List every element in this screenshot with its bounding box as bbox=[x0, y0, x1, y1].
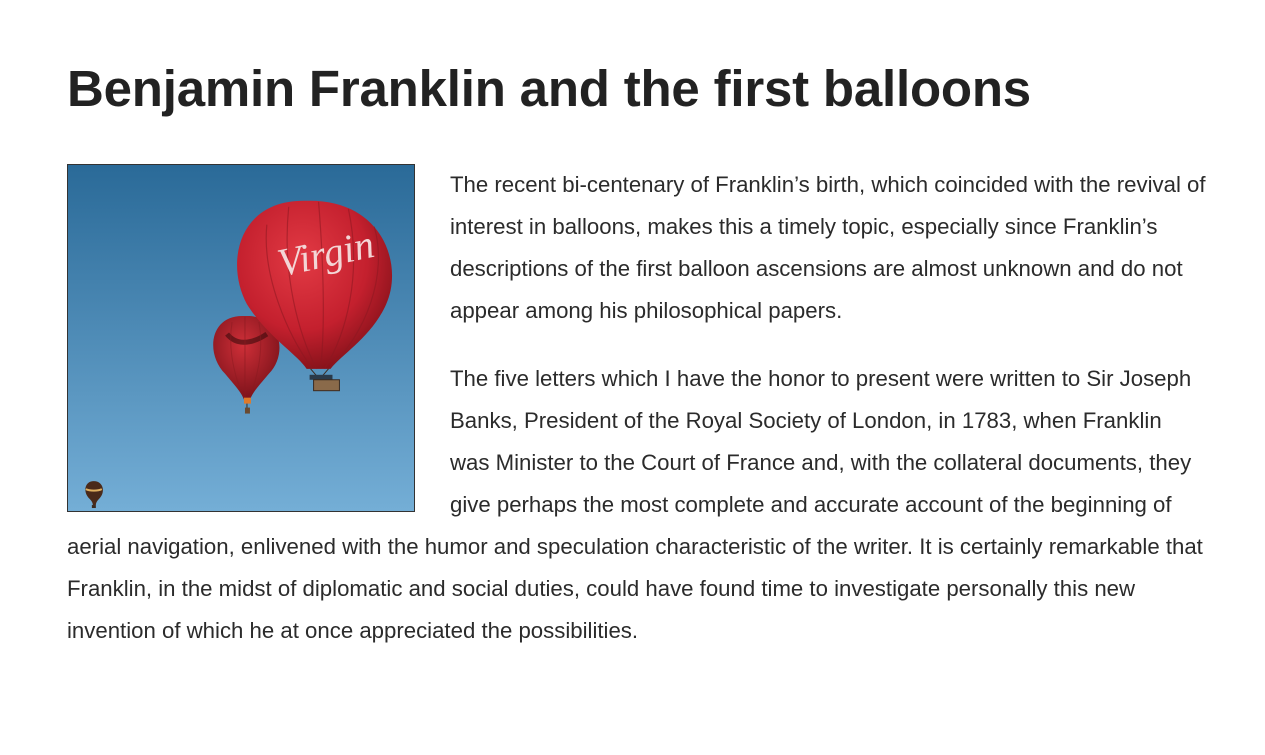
article-body bbox=[67, 164, 1207, 652]
balloon-photo-svg bbox=[68, 165, 414, 511]
article bbox=[67, 0, 1207, 652]
paragraph-2: The five letters which I have the honor to present were written to Sir Joseph Banks, President of the Royal Society of London, in 1783, when Franklin was Minister to the Court of France and, with the collateral documents, they give perhaps the most complete and accurate account of the beginning of aerial navigation, enlivened with the humor and speculation characteristic of the writer. It is certainly remarkable that Franklin, in the midst of diplomatic and social duties, could have found time to investigate personally this new invention of which he at once appreciated the possibilities. bbox=[67, 366, 1203, 643]
paragraph-1: The recent bi-centenary of Franklin’s birth, which coincided with the revival of interest in balloons, makes this a timely topic, especially since Franklin’s descriptions of the first balloon ascensions are almost unknown and do not appear among his philosophical papers. bbox=[450, 172, 1206, 323]
balloon-label: Virgin bbox=[273, 222, 378, 286]
article-title: Benjamin Franklin and the first balloons bbox=[67, 60, 1031, 117]
balloon-photo bbox=[67, 164, 415, 512]
